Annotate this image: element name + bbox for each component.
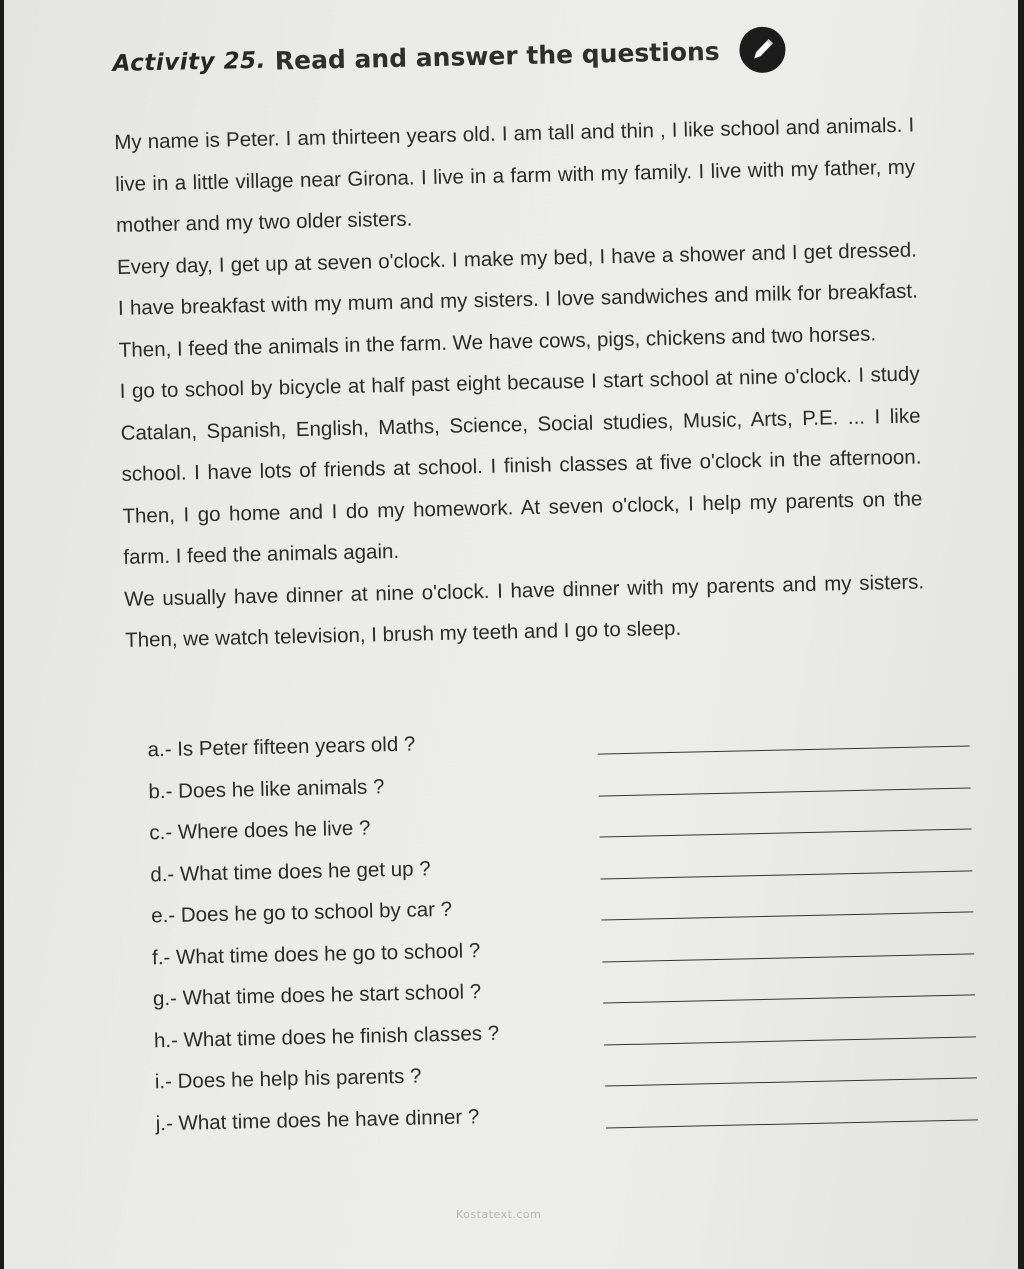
question-prompt: What time does he finish classes ? [183, 1021, 500, 1052]
question-letter: g.- [152, 986, 178, 1011]
answer-line[interactable] [603, 974, 975, 1003]
question-prompt: Where does he live ? [177, 816, 371, 844]
reading-paragraph: I go to school by bicycle at half past eight because I start school at nine o'clock. I study Catalan, Spanish, English, Maths, Science, Social studies, Music, Arts, P.E. ... I like school. I have lots of friends at school. I finish classes at five o'clock in the afternoon. Then, I go home and I do my homework. At seven o'clock, I help my parents on the farm. I feed the animals again. [119, 362, 923, 569]
watermark: Kostatext.com [456, 1208, 542, 1221]
question-prompt: Is Peter fifteen years old ? [176, 732, 416, 761]
worksheet-content [112, 19, 936, 1143]
reading-paragraph: We usually have dinner at nine o'clock. I have dinner with my parents and my sisters. Then, we watch television, I brush my teeth and I go to sleep. [124, 569, 925, 652]
activity-title: Read and answer the questions [274, 36, 720, 75]
question-text [155, 1102, 606, 1142]
answer-line[interactable] [600, 850, 972, 879]
question-prompt: What time does he start school ? [182, 980, 482, 1010]
question-letter: a.- [147, 737, 172, 762]
question-letter: c.- [149, 820, 173, 845]
reading-paragraph: My name is Peter. I am thirteen years old. I am tall and thin , I like school and animals. I live in a little village near Girona. I live in a farm with my family. I live with my father, my mother and my two older sisters. [114, 113, 916, 237]
answer-line[interactable] [604, 1016, 976, 1045]
answer-line[interactable] [601, 891, 973, 920]
activity-header [112, 19, 913, 92]
question-prompt: Does he like animals ? [177, 774, 385, 803]
answer-line[interactable] [597, 725, 969, 754]
question-prompt: Does he go to school by car ? [180, 897, 453, 927]
pencil-icon [739, 26, 786, 73]
question-letter: j.- [155, 1111, 174, 1135]
question-list [147, 709, 978, 1142]
question-letter: h.- [153, 1028, 179, 1052]
answer-line[interactable] [599, 808, 971, 837]
question-prompt: What time does he have dinner ? [178, 1104, 480, 1135]
question-prompt: Does he help his parents ? [177, 1064, 422, 1093]
question-prompt: What time does he get up ? [179, 856, 431, 886]
answer-line[interactable] [605, 1099, 977, 1128]
answer-line[interactable] [605, 1057, 977, 1086]
question-letter: i.- [154, 1069, 173, 1094]
question-prompt: What time does he go to school ? [175, 938, 481, 969]
question-letter: d.- [150, 862, 175, 886]
reading-text [114, 105, 926, 662]
activity-label: Activity 25. [112, 47, 267, 77]
worksheet-page [4, 0, 1018, 1269]
answer-line[interactable] [598, 767, 970, 796]
question-letter: e.- [150, 903, 176, 928]
answer-line[interactable] [602, 933, 974, 962]
question-letter: f.- [151, 945, 171, 969]
question-letter: b.- [148, 779, 173, 803]
reading-paragraph: Every day, I get up at seven o'clock. I make my bed, I have a shower and I get dressed. I have breakfast with my mum and my sisters. I love sandwiches and milk for breakfast. Then, I feed the animals in the farm. We have cows, pigs, chickens and two horses. [116, 237, 919, 362]
